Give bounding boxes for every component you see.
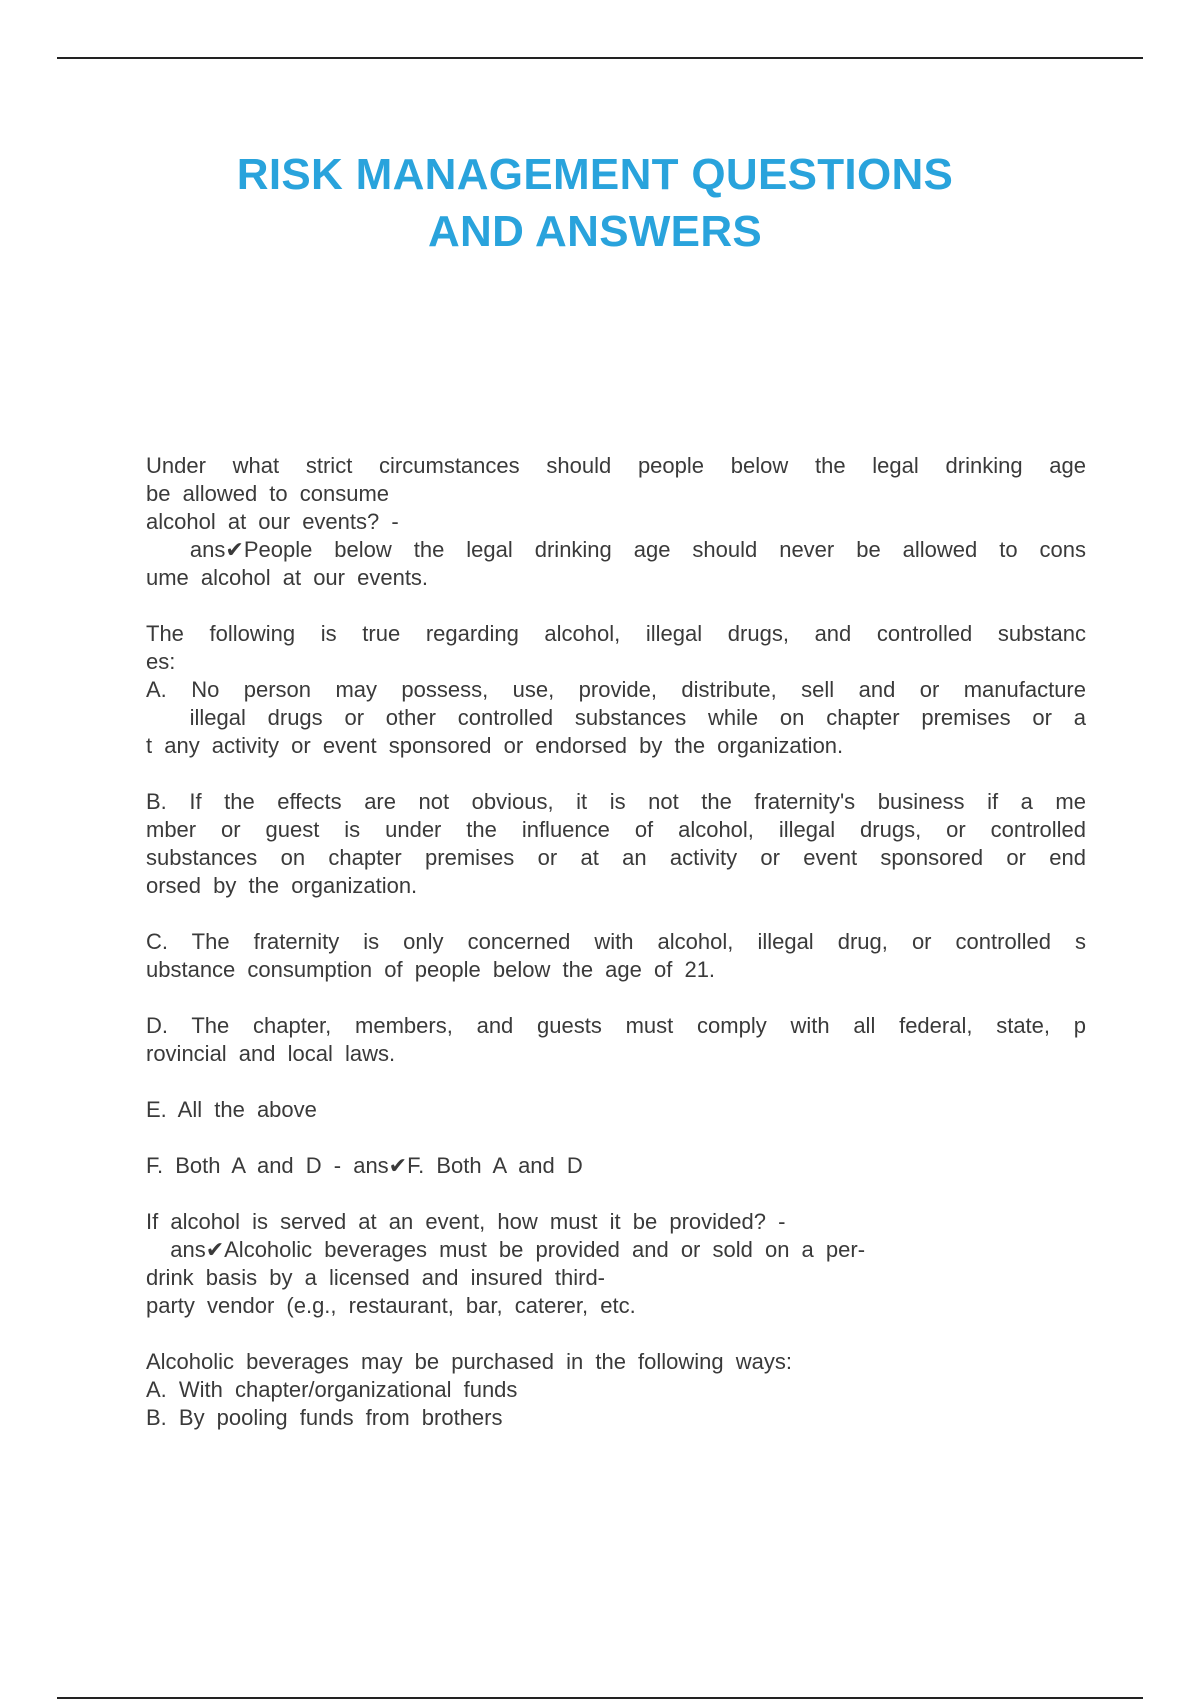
question-paragraph: [146, 620, 1086, 760]
option-line: D. The chapter, members, and guests must comply with all federal, state, p: [146, 1013, 1086, 1038]
document-title: [190, 146, 1000, 260]
option-line: C. The fraternity is only concerned with alcohol, illegal drug, or controlled s: [146, 929, 1086, 954]
option-line: t any activity or event sponsored or endorsed by the organization.: [146, 733, 844, 758]
option-line: substances on chapter premises or at an activity or event sponsored or end: [146, 845, 1086, 870]
text-line: If alcohol is served at an event, how must it be provided? -: [146, 1209, 786, 1234]
option-line: rovincial and local laws.: [146, 1041, 396, 1066]
answer-paragraph: [146, 1152, 1086, 1180]
option-paragraph: [146, 1096, 1086, 1124]
option-line: E. All the above: [146, 1097, 317, 1122]
option-line: illegal drugs or other controlled substances while on chapter premises or a: [146, 705, 1086, 730]
option-line: A. No person may possess, use, provide, distribute, sell and or manufacture: [146, 677, 1086, 702]
text-line: be allowed to consume: [146, 481, 390, 506]
title-line-1: RISK MANAGEMENT QUESTIONS: [236, 150, 954, 199]
option-paragraph: [146, 1012, 1086, 1068]
option-line: mber or guest is under the influence of alcohol, illegal drugs, or controlled: [146, 817, 1086, 842]
question-paragraph: [146, 1208, 1086, 1320]
text-line: es:: [146, 649, 176, 674]
title-line-2: AND ANSWERS: [427, 207, 763, 256]
option-line: ubstance consumption of people below the age of 21.: [146, 957, 716, 982]
option-paragraph: [146, 788, 1086, 900]
text-line: alcohol at our events? -: [146, 509, 399, 534]
question-paragraph: [146, 452, 1086, 592]
answer-line: ans✔Alcoholic beverages must be provided and or sold on a per-: [146, 1237, 866, 1262]
text-line: The following is true regarding alcohol, illegal drugs, and controlled substanc: [146, 621, 1086, 646]
document-body: [146, 452, 1086, 1460]
option-paragraph: [146, 928, 1086, 984]
answer-line: F. Both A and D - ans✔F. Both A and D: [146, 1153, 583, 1178]
option-line: A. With chapter/organizational funds: [146, 1377, 518, 1402]
option-line: B. If the effects are not obvious, it is not the fraternity's business if a me: [146, 789, 1086, 814]
text-line: Alcoholic beverages may be purchased in the following ways:: [146, 1349, 792, 1374]
option-line: orsed by the organization.: [146, 873, 418, 898]
option-line: B. By pooling funds from brothers: [146, 1405, 503, 1430]
top-rule: [57, 57, 1143, 59]
question-paragraph: [146, 1348, 1086, 1432]
text-line: drink basis by a licensed and insured third-: [146, 1265, 606, 1290]
text-line: ume alcohol at our events.: [146, 565, 429, 590]
bottom-rule: [57, 1697, 1143, 1699]
text-line: party vendor (e.g., restaurant, bar, caterer, etc.: [146, 1293, 636, 1318]
text-line: Under what strict circumstances should people below the legal drinking age: [146, 453, 1086, 478]
answer-line: ans✔People below the legal drinking age should never be allowed to cons: [146, 537, 1086, 562]
